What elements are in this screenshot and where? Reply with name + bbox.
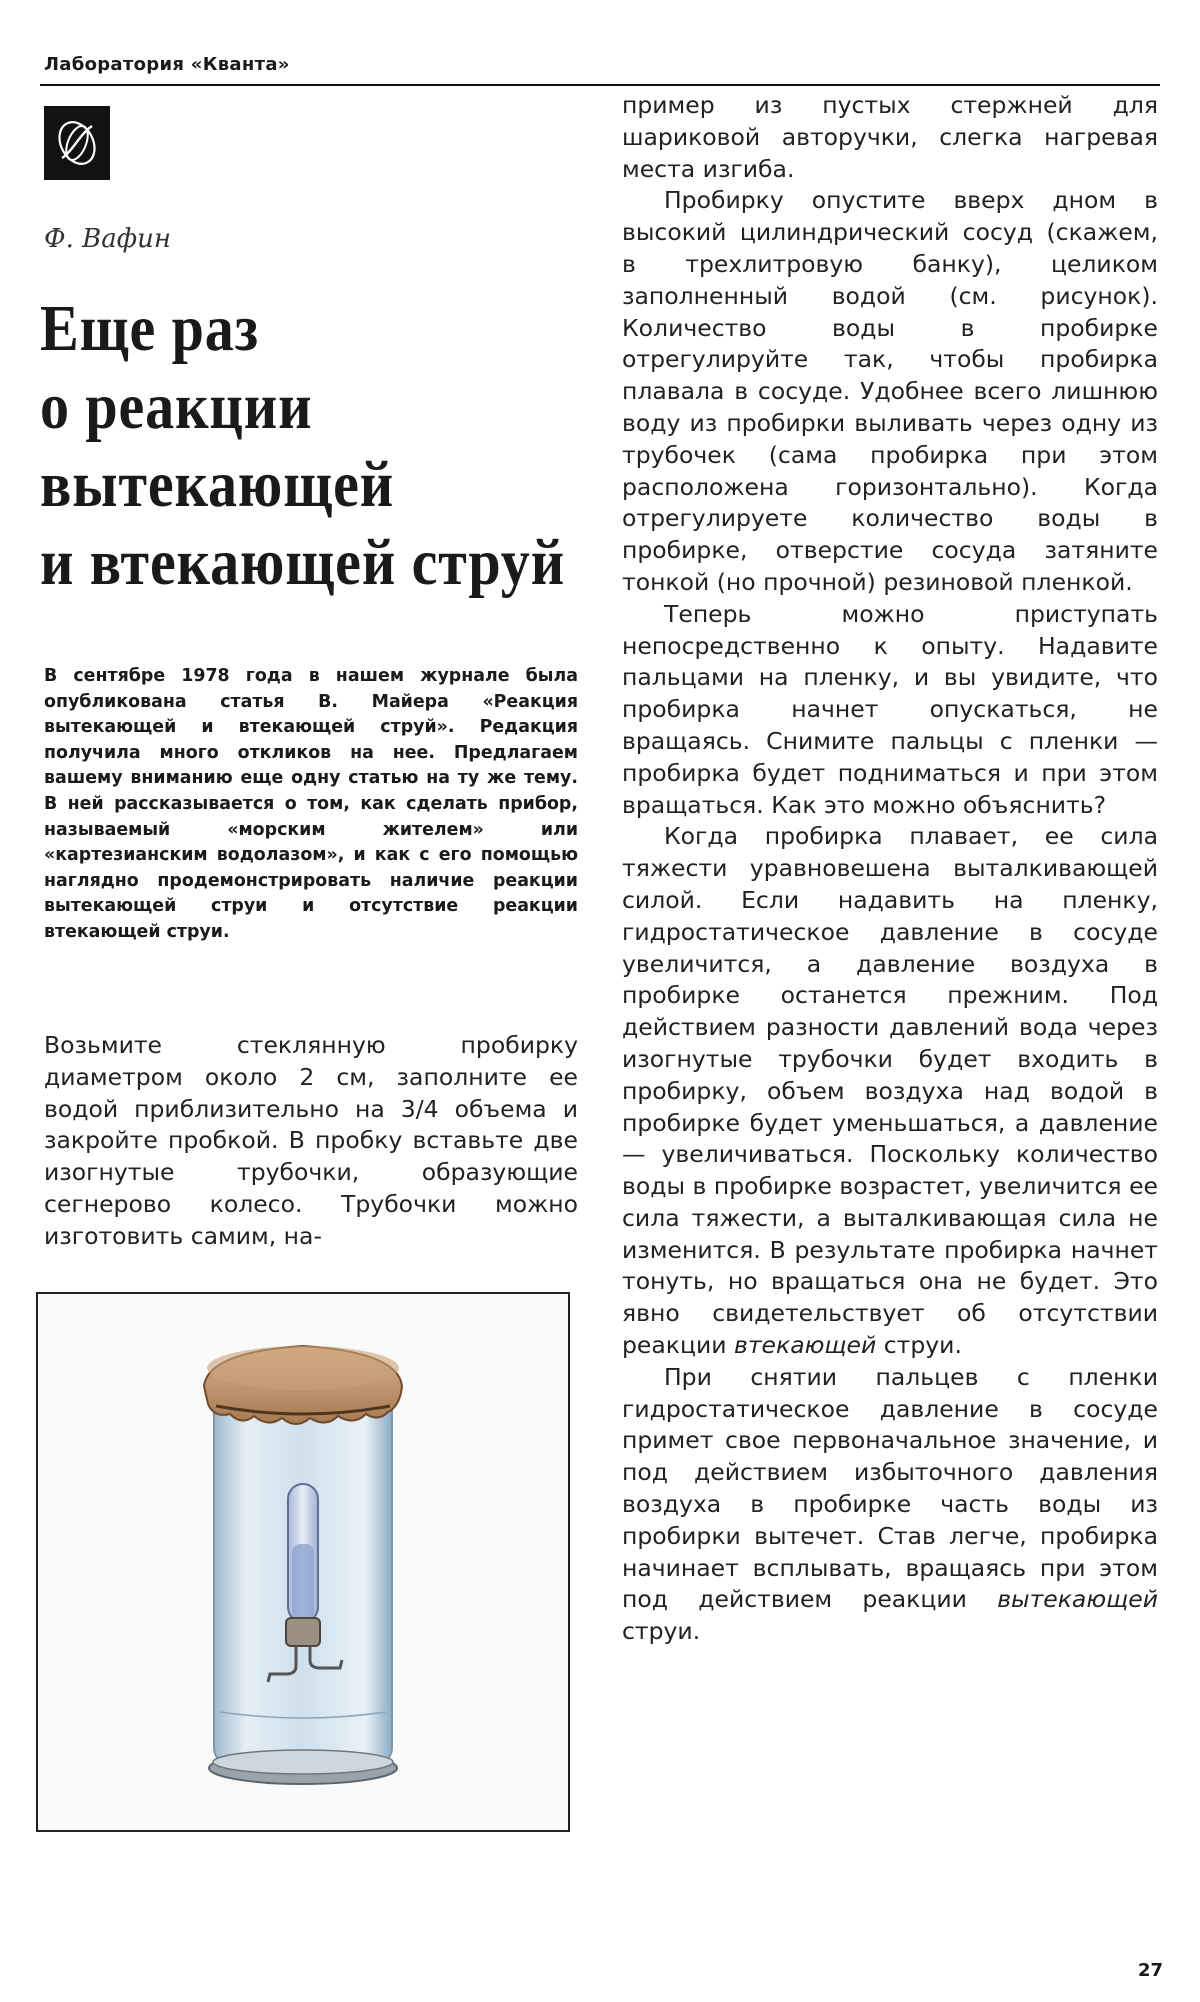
right-column-text [622,90,1158,1648]
title-line: вытекающей [40,448,395,521]
emphasis: втекающей [734,1331,877,1360]
article-title [40,290,566,602]
title-line: и втекающей струй [40,526,566,599]
paragraph: При снятии пальцев с пленки гидростатическое давление в сосуде примет свое первоначальное значение, и под действием избыточного давления воздуха в пробирке часть воды из пробирки вытечет. Став легче, пробирка начинает всплывать, вращаясь при этом под действием реакции вытекающей струи. [622,1362,1158,1646]
emphasis: вытекающей [997,1585,1158,1614]
article-lead: В сентябре 1978 года в нашем журнале была опубликована статья В. Майера «Реакция вытекающей и втекающей струй». Редакция получила много откликов на нее. Предлагаем вашему вниманию еще одну статью на ту же тему. В ней рассказывается о том, как сделать прибор, называемый «морским жителем» или «картезианским водолазом», и как с его помощью наглядно продемонстрировать наличие реакции вытекающей струи и отсутствие реакции втекающей струи. [44,666,578,942]
cartesian-diver-illustration-icon [38,1294,568,1830]
header-rule [40,84,1160,86]
page-number: 27 [1138,1960,1164,1981]
paragraph: Теперь можно приступать непосредственно к опыту. Надавите пальцами на пленку, и вы увидите, что пробирка начнет опускаться, не вращаясь. Снимите пальцы с пленки — пробирка будет подниматься и при этом вращаться. Как это можно объяснить? [622,599,1158,819]
journal-logo-icon [44,106,110,180]
paragraph: Возьмите стеклянную пробирку диаметром около 2 см, заполните ее водой приблизительно на 3/4 объема и закройте пробкой. В пробку вставьте две изогнутые трубочки, образующие сегнерово колесо. Трубочки можно изготовить самим, на- [44,1031,578,1250]
paragraph: пример из пустых стержней для шариковой авторучки, слегка нагревая места изгиба. [622,91,1158,183]
paragraph: Когда пробирка плавает, ее сила тяжести уравновешена выталкивающей силой. Если надавить на пленку, гидростатическое давление в сосуде увеличится, а давление воздуха в пробирке останется прежним. Под действием разности давлений вода через изогнутые трубочки будет входить в пробирку, объем воздуха над водой в пробирке будет уменьшаться, а давление — увеличиваться. Поскольку количество воды в пробирке возрастет, увеличится ее сила тяжести, а выталкивающая сила не изменится. В результате пробирка начнет тонуть, но вращаться она не будет. Это явно свидетельствует об отсутствии реакции втекающей струи. [622,822,1158,1360]
title-line: Еще раз [40,292,259,365]
cartesian-diver-figure [36,1292,570,1832]
left-column-text [44,1030,578,1253]
author-name: Ф. Вафин [44,224,171,254]
section-label: Лаборатория «Кванта» [44,54,290,75]
title-line: о реакции [40,370,313,443]
paragraph: Пробирку опустите вверх дном в высокий цилиндрический сосуд (скажем, в трехлитровую банку), целиком заполненный водой (см. рисунок). Количество воды в пробирке отрегулируйте так, чтобы пробирка плавала в сосуде. Удобнее всего лишнюю воду из пробирки выливать через одну из трубочек (сама пробирка при этом расположена горизонтально). Когда отрегулируете количество воды в пробирке, отверстие сосуда затяните тонкой (но прочной) резиновой пленкой. [622,186,1158,596]
